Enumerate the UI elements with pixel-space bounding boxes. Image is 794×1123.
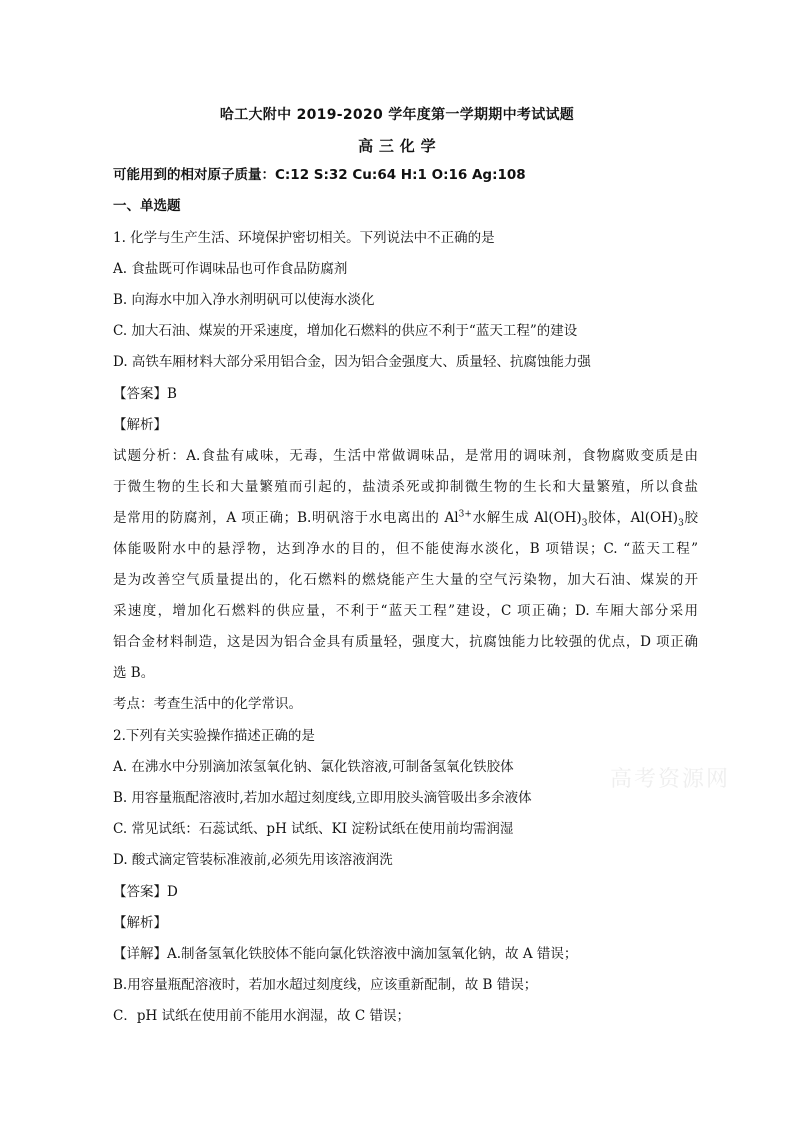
q1-analysis-line-3: 是常用的防腐剂，A 项正确；B.明矾溶于水电离出的 $Al^{3+}$水解生成 $Al(OH)_3$胶体，$Al(OH)_3$胶 [113, 509, 698, 529]
q1-option-a: A. 食盐既可作调味品也可作食品防腐剂 [113, 261, 348, 277]
page-title: 哈工大附中 2019-2020 学年度第一学期期中考试试题 [219, 107, 575, 123]
q1-option-c: C. 加大石油、煤炭的开采速度，增加化石燃料的供应不利于“蓝天工程”的建设 [113, 323, 578, 339]
q1-analysis-label: 【解析】 [113, 417, 167, 433]
q2-option-b: B. 用容量瓶配溶液时,若加水超过刻度线,立即用胶头滴管吸出多余液体 [113, 790, 532, 806]
watermark: 高考资源网 [610, 767, 731, 792]
section-heading: 一、单选题 [113, 198, 181, 214]
q1-analysis-line-1: 试题分析：A.食盐有咸味，无毒，生活中常做调味品，是常用的调味剂，食物腐败变质是由 [113, 448, 698, 464]
page-subtitle: 高 三 化 学 [358, 137, 436, 155]
q1-analysis-line-4: 体能吸附水中的悬浮物，达到净水的目的，但不能使海水淡化，B 项错误；C. “蓝天工程” [113, 541, 698, 557]
q1-topic: 考点：考查生活中的化学常识。 [113, 696, 302, 712]
q1-option-d: D. 高铁车厢材料大部分采用铝合金，因为铝合金强度大、质量轻、抗腐蚀能力强 [113, 354, 591, 370]
q2-option-d: D. 酸式滴定管装标准液前,必须先用该溶液润洗 [113, 852, 393, 868]
q1-analysis-line-8: 选 B。 [113, 665, 155, 681]
question-1-stem: 1. 化学与生产生活、环境保护密切相关。下列说法中不正确的是 [113, 230, 495, 246]
q2-answer: 【答案】D [113, 884, 178, 900]
q1-analysis-line-7: 铝合金材料制造，这是因为铝合金具有质量轻，强度大，抗腐蚀能力比较强的优点，D 项正确 [113, 634, 698, 650]
q1-analysis-line-6: 采速度，增加化石燃料的供应量，不利于“蓝天工程”建设，C 项正确；D. 车厢大部分采用 [113, 603, 698, 619]
q1-analysis-line-5: 是为改善空气质量提出的，化石燃料的燃烧能产生大量的空气污染物，加大石油、煤炭的开 [113, 572, 698, 588]
atomic-masses: 可能用到的相对原子质量：C:12 S:32 Cu:64 H:1 O:16 Ag:108 [113, 167, 526, 183]
q2-option-c: C. 常见试纸：石蕊试纸、pH 试纸、KI 淀粉试纸在使用前均需润湿 [113, 821, 514, 837]
q1-answer: 【答案】B [113, 386, 177, 402]
question-2-stem: 2.下列有关实验操作描述正确的是 [113, 728, 315, 744]
q2-detail-2: B.用容量瓶配溶液时，若加水超过刻度线，应该重新配制，故 B 错误； [113, 977, 538, 993]
q2-analysis-label: 【解析】 [113, 915, 167, 931]
q2-detail-3: C．pH 试纸在使用前不能用水润湿，故 C 错误； [113, 1008, 410, 1024]
q1-option-b: B. 向海水中加入净水剂明矾可以使海水淡化 [113, 292, 375, 308]
q2-detail-1: 【详解】A.制备氢氧化铁胶体不能向氯化铁溶液中滴加氢氧化钠，故 A 错误； [113, 946, 578, 962]
q2-option-a: A. 在沸水中分别滴加浓氢氧化钠、氯化铁溶液,可制备氢氧化铁胶体 [113, 759, 514, 775]
q1-analysis-line-2: 于微生物的生长和大量繁殖而引起的，盐渍杀死或抑制微生物的生长和大量繁殖，所以食盐 [113, 479, 698, 495]
